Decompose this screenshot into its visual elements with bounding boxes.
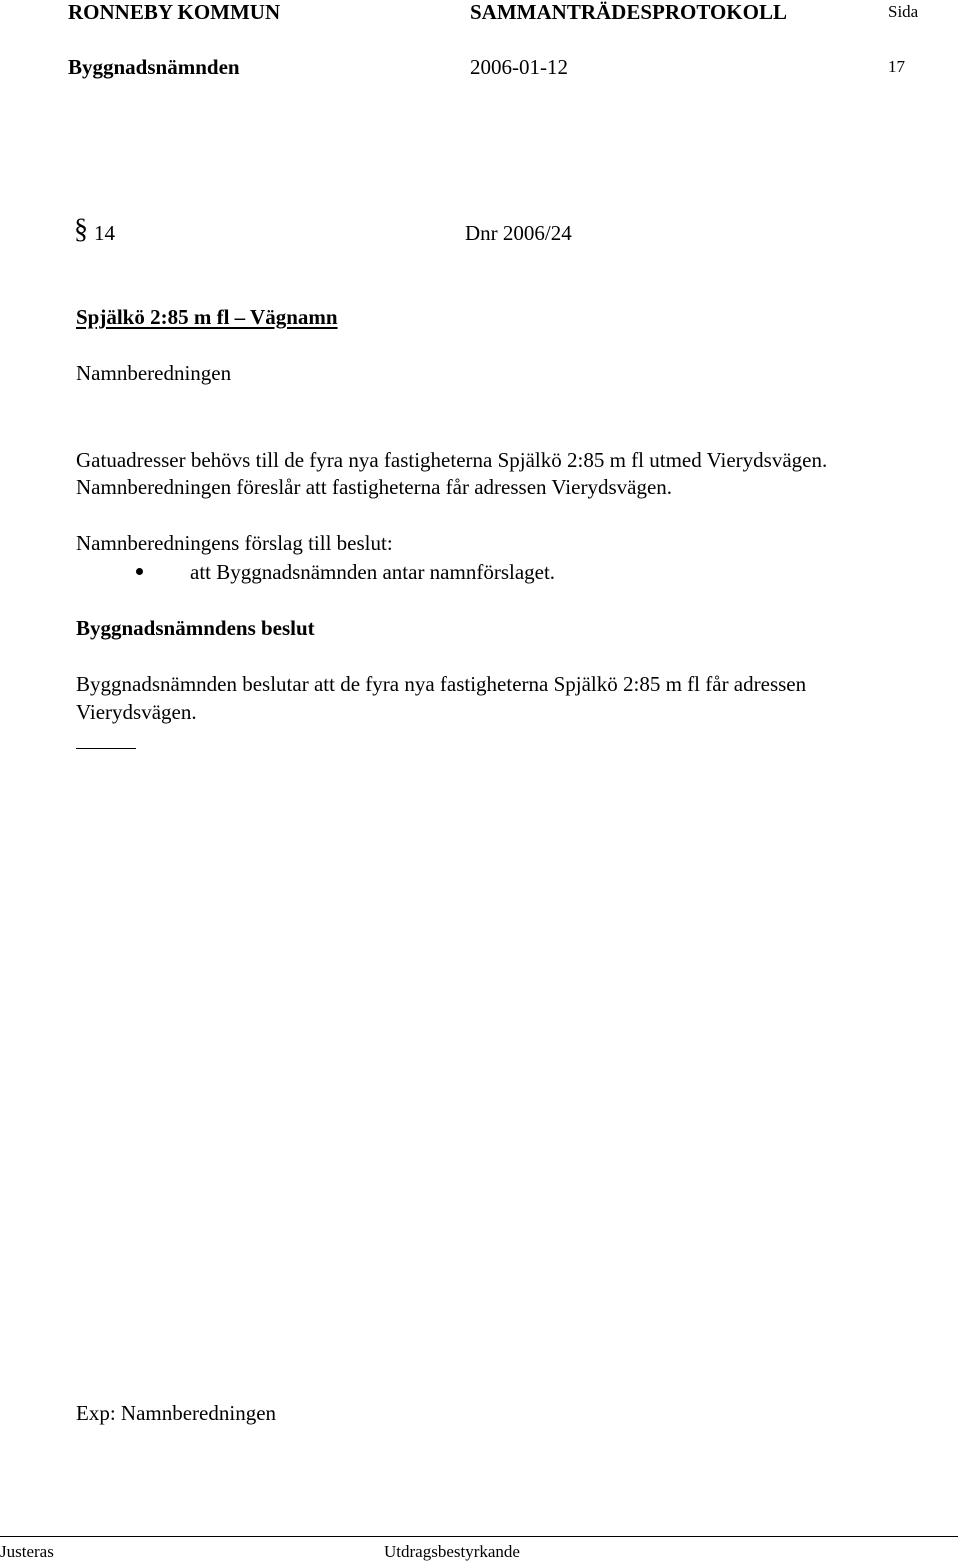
municipality-name: RONNEBY KOMMUN — [68, 0, 281, 24]
footer-justeras: Justeras — [0, 1542, 54, 1561]
body-line-2: Namnberedningen föreslår att fastigheterna får adressen Vierydsvägen. — [76, 475, 673, 499]
document-type: SAMMANTRÄDESPROTOKOLL — [470, 0, 787, 24]
page-number: 17 — [888, 57, 905, 76]
end-rule — [76, 748, 136, 749]
decision-line-2: Vierydsvägen. — [76, 700, 197, 724]
section-origin: Namnberedningen — [76, 361, 232, 385]
expedition-line: Exp: Namnberedningen — [76, 1401, 277, 1425]
section-title: Spjälkö 2:85 m fl – Vägnamn — [76, 305, 338, 329]
footer-rule — [0, 1536, 958, 1537]
page-label: Sida — [888, 2, 919, 21]
board-name: Byggnadsnämnden — [68, 55, 240, 79]
bullet-icon — [136, 568, 143, 575]
decision-heading: Byggnadsnämndens beslut — [76, 616, 315, 640]
decision-line-1: Byggnadsnämnden beslutar att de fyra nya fastigheterna Spjälkö 2:85 m fl får adressen — [76, 672, 807, 696]
proposal-item: att Byggnadsnämnden antar namnförslaget. — [190, 560, 556, 584]
meeting-date: 2006-01-12 — [470, 55, 568, 79]
diarie-number: Dnr 2006/24 — [465, 221, 572, 245]
proposal-heading: Namnberedningens förslag till beslut: — [76, 531, 393, 555]
section-number: 14 — [94, 221, 115, 245]
section-symbol: § — [74, 214, 88, 245]
footer-utdragsbestyrkande: Utdragsbestyrkande — [384, 1542, 520, 1561]
body-line-1: Gatuadresser behövs till de fyra nya fastigheterna Spjälkö 2:85 m fl utmed Vierydsvägen. — [76, 448, 828, 472]
